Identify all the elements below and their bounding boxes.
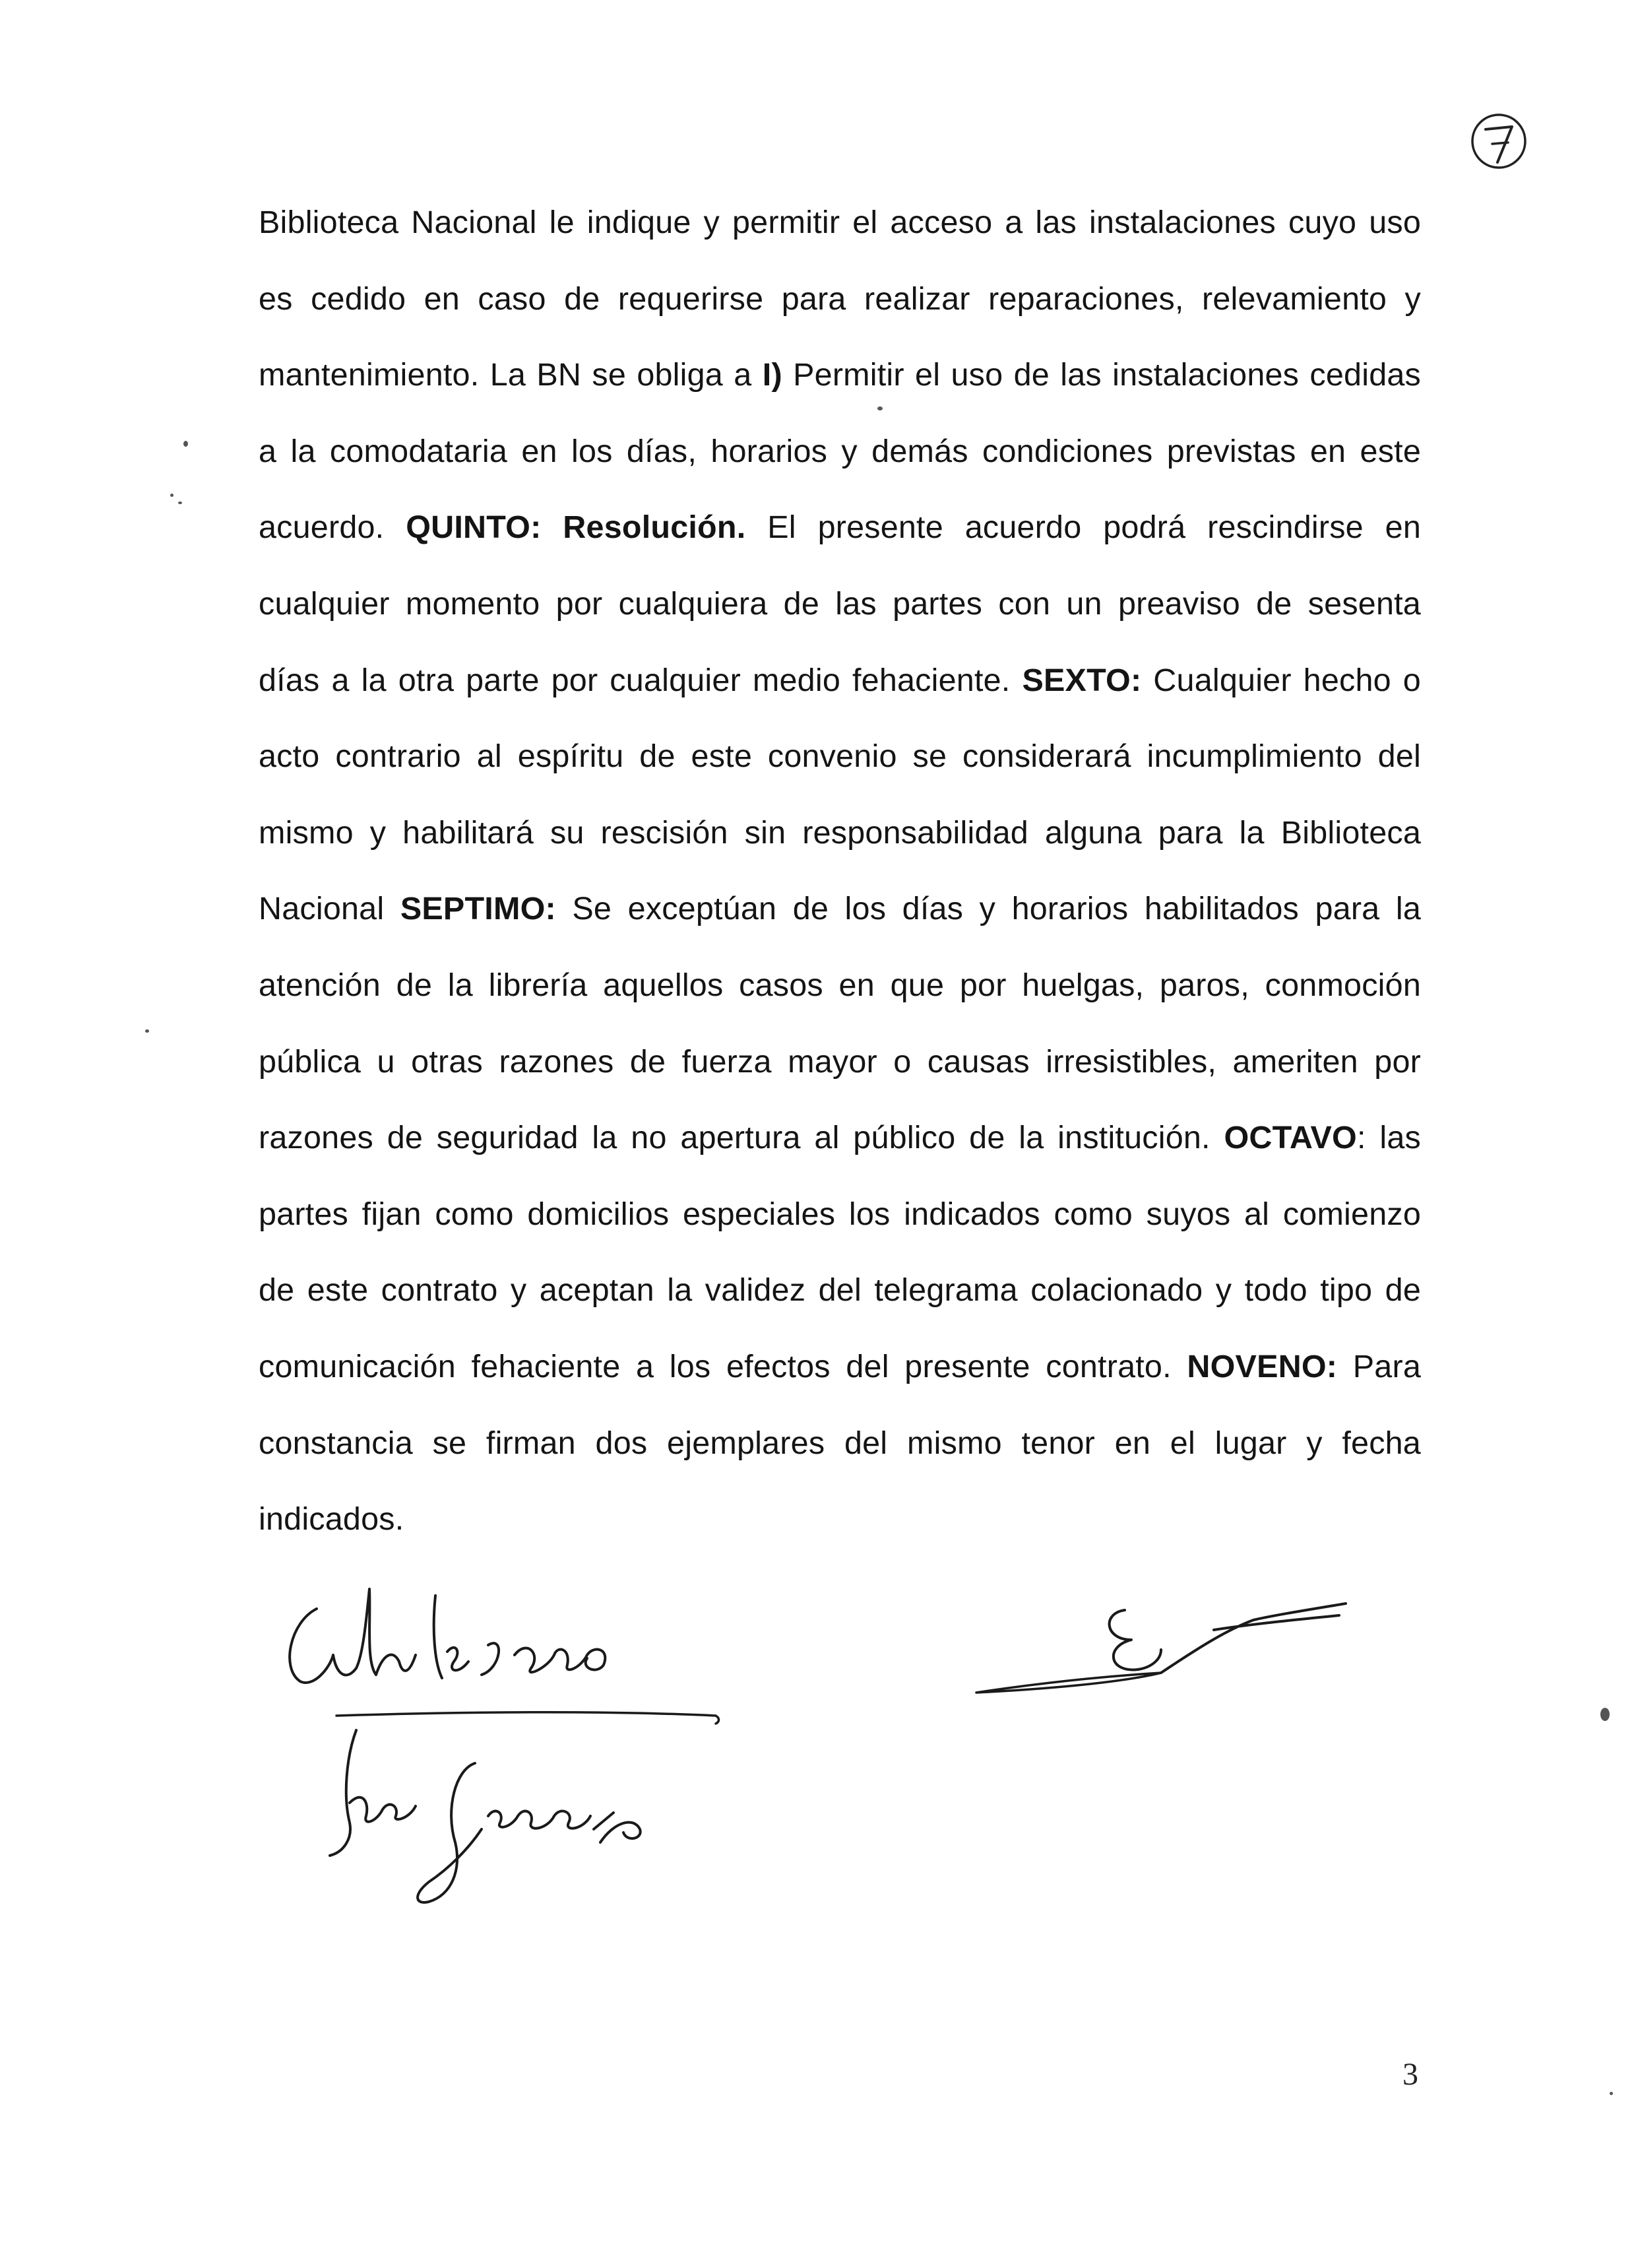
- text-line: [259, 795, 1421, 872]
- text-line: [259, 1177, 1421, 1253]
- signature-ana-galassi: [323, 1724, 666, 1915]
- contract-body-text: [259, 185, 1421, 1558]
- page-number: 3: [1402, 2057, 1418, 2092]
- text-line: [259, 261, 1421, 338]
- text-run: constancia se firman dos ejemplares del mismo tenor en el lugar y fecha: [259, 1425, 1421, 1461]
- text-run: indicados.: [259, 1501, 404, 1538]
- text-run: mantenimiento. La BN se obliga a: [259, 357, 763, 393]
- text-run: acto contrario al espíritu de este convenio se considerará incumplimiento del: [259, 738, 1421, 775]
- text-run: pública u otras razones de fuerza mayor o causas irresistibles, ameriten por: [259, 1043, 1421, 1080]
- text-run: Permitir el uso de las instalaciones cedidas: [782, 357, 1421, 393]
- text-run: : las: [1356, 1120, 1421, 1156]
- text-run: Nacional: [259, 891, 400, 927]
- text-run: cualquier momento por cualquiera de las partes con un preaviso de sesenta: [259, 585, 1421, 622]
- text-line: [259, 1100, 1421, 1177]
- scan-speck: [1600, 1708, 1610, 1721]
- text-line: [259, 871, 1421, 948]
- text-line: [259, 1481, 1421, 1558]
- bold-clause-heading: SEXTO:: [1022, 662, 1142, 698]
- text-run: de este contrato y aceptan la validez del telegrama colacionado y todo tipo de: [259, 1272, 1421, 1309]
- scan-speck: [183, 441, 188, 447]
- signature-right: [963, 1584, 1359, 1702]
- bold-clause-heading: OCTAVO: [1224, 1120, 1357, 1156]
- scan-speck: [145, 1029, 149, 1033]
- text-line: [259, 185, 1421, 261]
- bold-clause-heading: I): [762, 357, 782, 393]
- text-line: [259, 1329, 1421, 1406]
- text-line: [259, 719, 1421, 795]
- text-run: atención de la librería aquellos casos en que por huelgas, paros, conmoción: [259, 967, 1421, 1003]
- text-line: [259, 337, 1421, 414]
- text-run: a la comodataria en los días, horarios y demás condiciones previstas en este: [259, 433, 1421, 469]
- text-run: razones de seguridad la no apertura al público de la institución.: [259, 1120, 1224, 1156]
- signature-carlos-lisiano: [277, 1582, 739, 1695]
- text-line: [259, 414, 1421, 490]
- text-run: Cualquier hecho o: [1141, 662, 1421, 698]
- text-line: [259, 566, 1421, 643]
- text-run: acuerdo.: [259, 509, 406, 546]
- bold-clause-heading: SEPTIMO:: [400, 891, 556, 927]
- text-line: [259, 490, 1421, 566]
- text-line: [259, 1252, 1421, 1329]
- text-run: partes fijan como domicilios especiales los indicados como suyos al comienzo: [259, 1196, 1421, 1232]
- bold-clause-heading: QUINTO: Resolución.: [406, 509, 746, 546]
- text-line: [259, 1024, 1421, 1101]
- scan-speck: [877, 406, 883, 410]
- scan-speck: [170, 494, 173, 497]
- text-run: días a la otra parte por cualquier medio fehaciente.: [259, 662, 1022, 698]
- scan-speck: [178, 502, 182, 504]
- text-run: comunicación fehaciente a los efectos del presente contrato.: [259, 1348, 1187, 1384]
- text-line: [259, 1406, 1421, 1482]
- scan-speck: [1610, 2092, 1613, 2095]
- bold-clause-heading: NOVENO:: [1187, 1348, 1338, 1384]
- text-run: es cedido en caso de requerirse para realizar reparaciones, relevamiento y: [259, 280, 1421, 317]
- handwritten-folio-mark: [1466, 111, 1532, 172]
- text-line: [259, 643, 1421, 719]
- text-run: mismo y habilitará su rescisión sin responsabilidad alguna para la Biblioteca: [259, 814, 1421, 851]
- text-line: [259, 948, 1421, 1024]
- text-run: El presente acuerdo podrá rescindirse en: [745, 509, 1421, 546]
- text-run: Biblioteca Nacional le indique y permitir el acceso a las instalaciones cuyo uso: [259, 205, 1421, 240]
- text-run: Se exceptúan de los días y horarios habilitados para la: [555, 891, 1421, 927]
- text-run: Para: [1337, 1348, 1421, 1384]
